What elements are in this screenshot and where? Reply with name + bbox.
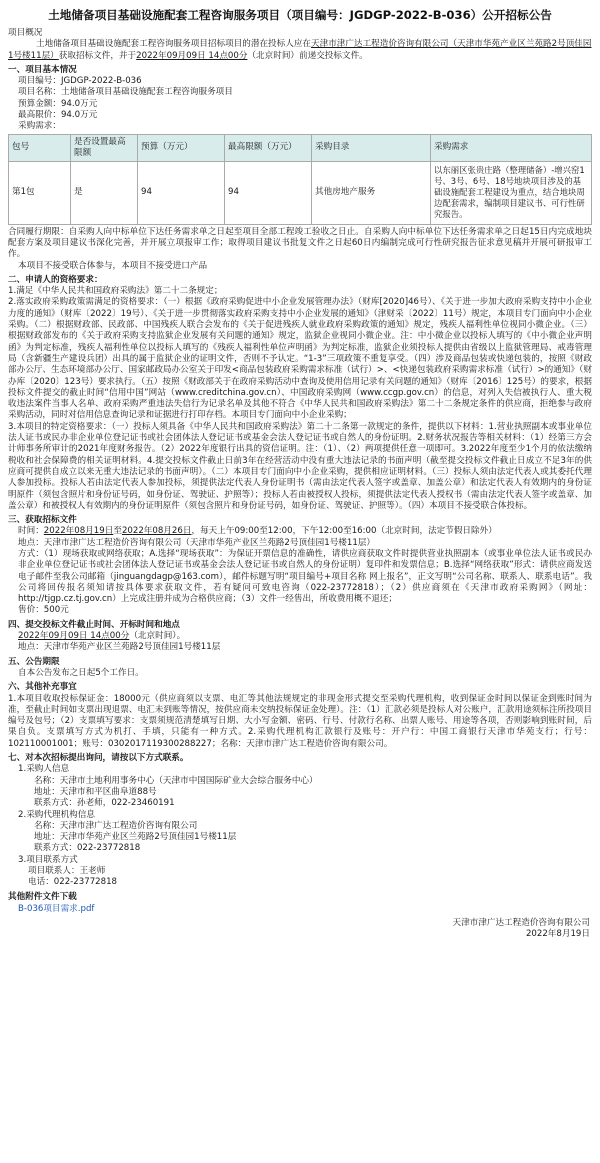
section-heading-basic-info: 一、项目基本情况 [8,64,77,75]
attachment-file-link[interactable]: B-036项目需求.pdf [18,903,95,914]
overview-text-pre: 土地储备项目基础设施配套工程咨询服务项目招标项目的潜在投标人应在 [36,39,312,50]
project-contact-phone: 电话：022-23772818 [28,877,118,888]
agency-contact: 联系方式：022-23772818 [34,843,141,854]
get-documents-method: 方式：（1）现场获取或网络获取；A.选择“现场获取”：为保证开票信息的准确性，请供应商获取文件时提供营业执照副本（或事业单位法人证书或民办非企业单位登记证书或社会团体法人登记证书或基金会法人登记证书或自然人的身份证明）复印件和发票信息；B.选择“网络获取”形式：请供应商发送电子邮件至我公司邮箱（jinguangdagp@163.com），邮件标题写明“项目编号+项目名称 网上报名”，正文写明“公司名称、联系人、联系电话”。我公司将回传报名须知请按具体要求获取文件，若有疑问可致电咨询（022-23772818）；（2）供应商须在《天津市政府采购网》（网址：http://tjgp.cz.tj.gov.cn）上完成注册并成为合格供应商；（3）文件一经售出，所收费用概不退还； [18,548,592,605]
procurement-demand-label: 采购需求： [18,121,61,132]
deadline-date: 2022年09月09日 14点00分 [18,631,130,642]
section-heading-deadline: 四、提交投标文件截止时间、开标时间和地点 [8,619,180,630]
contract-period: 合同履行期限：自采购人向中标单位下达任务需求单之日起至项目全部工程竣工验收之日止。自采购人向中标单位下达任务需求单之日起15日内完成地块配套方案及项目建议书深化完善，并开展立项报审工作；取得项目建议书批复文件之日起60日内编制完成可行性研究报告征求意见稿并开展可研报审工作。 [8,226,592,260]
agency-name: 名称：天津市津广达工程造价咨询有限公司 [34,820,198,831]
table-row [9,161,592,224]
agency-heading: 2.采购代理机构信息 [18,809,95,820]
col-header-demand: 采购需求 [431,134,592,161]
notice-period-text: 自本公告发布之日起5个工作日。 [18,667,144,678]
document-price: 售价：500元 [18,605,69,616]
deadline-place: 地点：天津市华苑产业区兰苑路2号顶佳园1号楼11层 [18,642,221,653]
cell-max-limit-set: 是 [71,161,138,224]
purchaser-heading: 1.采购人信息 [18,764,70,775]
budget-amount: 预算金额：94.0万元 [18,98,98,109]
deadline-date-rest: （北京时间）。 [129,631,186,642]
cell-budget: 94 [138,161,225,224]
consortium-notice: 本项目不接受联合体参与，本项目不接受进口产品 [18,260,208,271]
section-heading-other-matters: 六、其他补充事宜 [8,682,77,693]
attachments-heading: 其他附件文件下载 [8,891,77,902]
col-header-budget: 预算（万元） [138,134,225,161]
cell-catalog: 其他房地产服务 [312,161,431,224]
section-heading-get-documents: 三、获取招标文件 [8,515,77,526]
section-heading-notice-period: 五、公告期限 [8,656,60,667]
overview-body [8,39,592,62]
max-price: 最高限价：94.0万元 [18,110,98,121]
project-contact-person: 项目联系人：王老师 [28,866,106,876]
time-rest: ，每天上午09:00至12:00，下午12:00至16:00（北京时间，法定节假日除外） [191,526,497,537]
qualification-1: 1.满足《中华人民共和国政府采购法》第二十二条规定； [8,286,223,297]
overview-text-post: （北京时间）前递交投标文件。 [247,50,368,61]
col-header-max-limit: 最高限额（万元） [225,134,312,161]
time-label: 时间： [18,526,44,537]
col-header-package: 包号 [9,134,71,161]
section-heading-contact: 七、对本次招标提出询问，请按以下方式联系。 [8,753,189,764]
overview-section [8,28,592,62]
col-header-max-limit-set: 是否设置最高限额 [71,134,138,161]
qualification-3: 3.本项目的特定资格要求：（一）投标人须具备《中华人民共和国政府采购法》第二十二条第一款规定的条件，提供以下材料：1.营业执照副本或事业单位法人证书或民办非企业单位登记证书或社会团体法人登记证书或基金会法人登记证书或自然人的身份证明。2.财务状况报告等相关材料：（1）经第三方会计师事务所审计的2021年度财务报告。（2）2022年度银行出具的资信证明。注：（1）、（2）两项提供任意一项即可。3.2022年度至少1个月的依法缴纳税收和社会保障费的相关证明材料。4.提交投标文件截止日前3年在经营活动中没有重大违法记录的书面声明（截至提交投标文件截止日成立不足3年的供应商可提供自成立以来无重大违法记录的书面声明）。（二）本项目专门面向中小企业采购，提供相应证明材料。（三）投标人须由法定代表人或其委托代理人参加投标。投标人若由法定代表人参加投标，须提供法定代表人身份证明书（需由法定代表人签字或盖章、加盖公章）和法定代表人有效期内的身份证明原件（须包含照片和身份证号码，如身份证、驾驶证、护照等）；投标人若由被授权人投标，须提供法定代表人授权书（需由法定代表人签字或盖章、加盖公章）和被授权人有效期内的身份证明原件（须包含照片和身份证号码，如身份证、驾驶证、护照等）。（四）本项目不接受联合体投标。 [8,421,592,511]
overview-deadline: 2022年09月09日 14点00分 [136,50,248,61]
project-number: 项目编号：JGDGP-2022-B-036 [18,76,142,87]
purchaser-name: 名称：天津市土地利用事务中心（天津市中国国际矿业大会综合服务中心） [34,775,318,786]
cell-demand: 以东丽区张贵庄路（整理储备）-增兴窑1号、3号、6号、18号地块项目涉及的基础设施配套工程建设为重点，结合地块周边配套需求，编制项目建议书、可行性研究报告。 [431,161,592,224]
get-documents-place: 地点：天津市津广达工程造价咨询有限公司（天津市华苑产业区兰苑路2号顶佳园1号楼11层） [18,537,376,548]
signature-date: 2022年8月19日 [525,929,590,940]
purchaser-contact: 联系方式：孙老师，022-23460191 [34,798,175,809]
table-header-row [9,134,592,161]
project-name: 项目名称：土地储备项目基础设施配套工程咨询服务项目 [18,87,233,98]
cell-max-limit: 94 [225,161,312,224]
overview-text-mid: 获取招标文件，并于 [58,50,137,61]
overview-place: 天津市津广达工程造价咨询有限公司（天津市华苑产业区兰苑路2号顶佳园1号楼11层） [8,39,592,61]
time-end: 2022年08月26日 [121,526,192,537]
deadline-time [8,631,592,642]
page-title: 土地储备项目基础设施配套工程咨询服务项目（项目编号：JGDGP-2022-B-036）公开招标公告 [48,8,552,22]
section-heading-qualifications: 二、申请人的资格要求： [8,274,103,285]
cell-package: 第1包 [9,161,71,224]
procurement-table [8,134,592,225]
get-documents-time [8,526,592,537]
other-matters-text: 1.本项目收取投标保证金：18000元（供应商须以支票、电汇等其他法规规定的非现金形式提交至采购代理机构，收到保证金时间以保证金到账时间为准，至截止时间如支票出现退票、电汇未到账等情况，按供应商未交纳投标保证金处理）。注：（1）汇款必须是投标人对公账户，汇款用途须标注所投项目编号及包号；（2）支票填写要求：支票须规范清楚填写日期、大小写金额、密码、行号、付款行名称、出票人账号、用途等各项，否则影响到账时间，后果自负。支票填写方式为机打、手填，只能有一种方式。2.采购代理机构汇款银行及账号：开户行：中国工商银行天津市华苑支行；行号：102110001001；账号：0302017119300288227；名称：天津市津广达工程造价咨询有限公司。 [8,693,592,749]
time-start: 2022年08月19日 [43,526,114,537]
time-to: 至 [113,526,122,537]
agency-address: 地址：天津市华苑产业区兰苑路2号顶佳园1号楼11层 [34,832,237,843]
purchaser-address: 地址：天津市和平区曲阜道88号 [34,786,157,797]
overview-label: 项目概况 [8,28,43,38]
qualification-2: 2.落实政府采购政策需满足的资格要求：（一）根据《政府采购促进中小企业发展管理办法》（财库[2020]46号）、《关于进一步加大政府采购支持中小企业力度的通知》（财库〔2022〕19号）、《关于进一步贯彻落实政府采购支持中小企业发展的通知》（津财采〔2022〕11号）规定，本项目专门面向中小企业采购。（二）根据财政部、民政部、中国残疾人联合会发布的《关于促进残疾人就业政府采购政策的通知》规定，残疾人福利性单位视同小微企业。（三）根据财政部发布的《关于政府采购支持监狱企业发展有关问题的通知》规定，监狱企业视同小微企业。注：中小微企业以投标人填写的《中小微企业声明函》为判定标准，残疾人福利性单位以投标人填写的《残疾人福利性单位声明函》为判定标准，监狱企业须投标人提供由省级以上监狱管理局、戒毒管理局（含新疆生产建设兵团）出具的属于监狱企业的证明文件，否则不予认定。“1-3”三项政策不重复享受。（四）涉及商品包装或快递包装的，按照《财政部办公厅、生态环境部办公厅、国家邮政局办公室关于印发<商品包装政府采购需求标准（试行）>、<快递包装政府采购需求标准（试行）>的通知》（财办库〔2020〕123号）要求执行。（五）按照《财政部关于在政府采购活动中查询及使用信用记录有关问题的通知》（财库〔2016〕125号）的要求，根据投标文件提交的截止时间“信用中国”网站（www.creditchina.gov.cn）、中国政府采购网（www.ccgp.gov.cn）的信息，对列入失信被执行人、重大税收违法案件当事人名单、政府采购严重违法失信行为记录名单及其他不符合《中华人民共和国政府采购法》第二十二条规定条件的供应商，拒绝参与政府采购活动，同时对信用信息查询记录和证据进行打印存档。本项目专门面向中小企业采购； [8,297,592,421]
project-contact-heading: 3.项目联系方式 [18,854,78,865]
signature-org: 天津市津广达工程造价咨询有限公司 [452,917,590,928]
col-header-catalog: 采购目录 [312,134,431,161]
